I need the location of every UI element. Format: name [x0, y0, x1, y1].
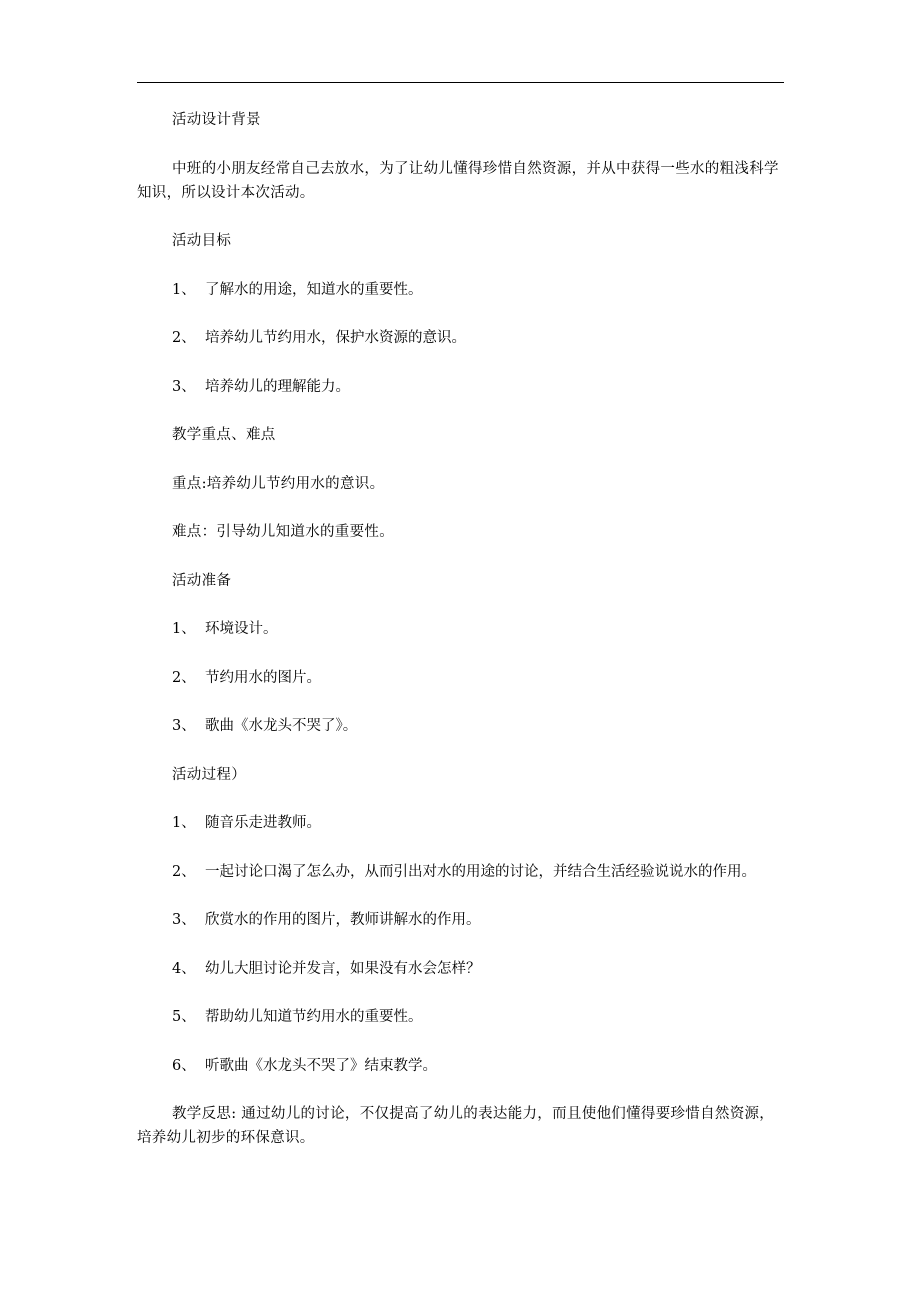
process-text: 随音乐走进教师。: [205, 815, 321, 831]
process-num: 2、: [172, 863, 196, 880]
focus-heading: 教学重点、难点: [172, 427, 276, 443]
prep-num: 1、: [172, 621, 196, 637]
goal-item-3: [137, 375, 784, 399]
prep-num: 2、: [172, 669, 196, 686]
goal-num: 1、: [172, 281, 196, 298]
process-item-2: [137, 860, 784, 884]
reflection: 教学反思: 通过幼儿的讨论，不仅提高了幼儿的表达能力，而且使他们懂得要珍惜自然资源，培养幼儿初步的环保意识。: [137, 1106, 775, 1146]
process-item-3: [137, 908, 784, 932]
prep-text: 歌曲《水龙头不哭了》。: [205, 718, 358, 734]
prep-item-3: [137, 714, 784, 738]
goal-text: 培养幼儿的理解能力。: [205, 378, 350, 395]
process-num: 3、: [172, 912, 196, 928]
header-rule: [137, 82, 784, 83]
background-text: 中班的小朋友经常自己去放水，为了让幼儿懂得珍惜自然资源，并从中获得一些水的粗浅科学知识，所以设计本次活动。: [137, 160, 779, 201]
process-item-1: [137, 811, 784, 835]
prep-item-1: [137, 617, 784, 641]
goal-text: 了解水的用途，知道水的重要性。: [205, 281, 423, 298]
prep-num: 3、: [172, 718, 196, 734]
process-text: 幼儿大胆讨论并发言，如果没有水会怎样？: [205, 960, 481, 977]
focus-key: 重点:培养幼儿节约用水的意识。: [172, 475, 385, 492]
goal-num: 2、: [172, 330, 196, 346]
process-heading: 活动过程）: [172, 766, 246, 783]
process-num: 5、: [172, 1009, 196, 1025]
goals-heading: 活动目标: [172, 233, 232, 249]
prep-text: 环境设计。: [205, 621, 278, 637]
goal-num: 3、: [172, 378, 196, 395]
document-body: [137, 108, 784, 1175]
background-heading: 活动设计背景: [172, 112, 261, 128]
process-text: 欣赏水的作用的图片，教师讲解水的作用。: [205, 912, 481, 928]
process-text: 听歌曲《水龙头不哭了》结束教学。: [205, 1057, 437, 1074]
focus-difficulty: 难点：引导幼儿知道水的重要性。: [172, 524, 394, 540]
process-num: 4、: [172, 960, 196, 977]
goal-item-1: [137, 278, 784, 302]
process-num: 1、: [172, 815, 196, 831]
process-text: 帮助幼儿知道节约用水的重要性。: [205, 1009, 423, 1025]
process-text: 一起讨论口渴了怎么办，从而引出对水的用途的讨论，并结合生活经验说说水的作用。: [205, 863, 756, 880]
process-item-5: [137, 1005, 784, 1029]
prep-heading: 活动准备: [172, 572, 232, 589]
goal-item-2: [137, 326, 784, 350]
process-item-4: [137, 957, 784, 981]
process-num: 6、: [172, 1057, 196, 1074]
process-item-6: [137, 1054, 784, 1078]
goal-text: 培养幼儿节约用水，保护水资源的意识。: [205, 330, 466, 346]
prep-text: 节约用水的图片。: [205, 669, 321, 686]
prep-item-2: [137, 666, 784, 690]
